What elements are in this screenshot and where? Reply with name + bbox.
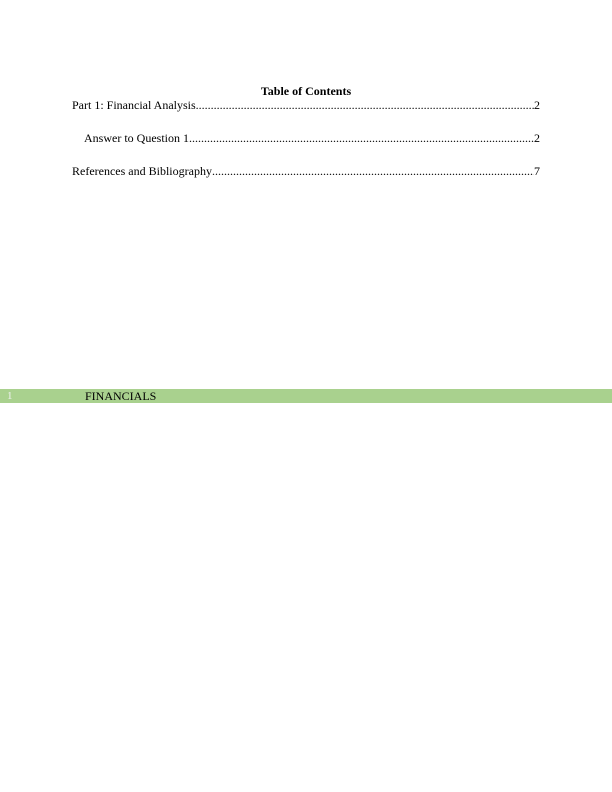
footer-label: FINANCIALS [85,389,157,403]
toc-entry-label: Answer to Question 1 [84,131,189,145]
toc-entry-page: 7 [534,164,540,178]
toc-dot-leader [196,97,534,113]
toc-entry-label: Part 1: Financial Analysis [72,98,196,112]
footer-page-number: 1 [7,390,13,402]
toc-title: Table of Contents [260,84,352,98]
toc-entry-page: 2 [534,131,540,145]
toc-dot-leader [189,130,534,146]
toc-entry-page: 2 [534,98,540,112]
toc-entry-part-1[interactable] [72,97,540,113]
toc-entry-label: References and Bibliography [72,164,212,178]
toc-entry-answer-1[interactable] [84,130,540,146]
toc-dot-leader [212,163,534,179]
footer-bar [0,389,612,403]
toc-entry-references[interactable] [72,163,540,179]
